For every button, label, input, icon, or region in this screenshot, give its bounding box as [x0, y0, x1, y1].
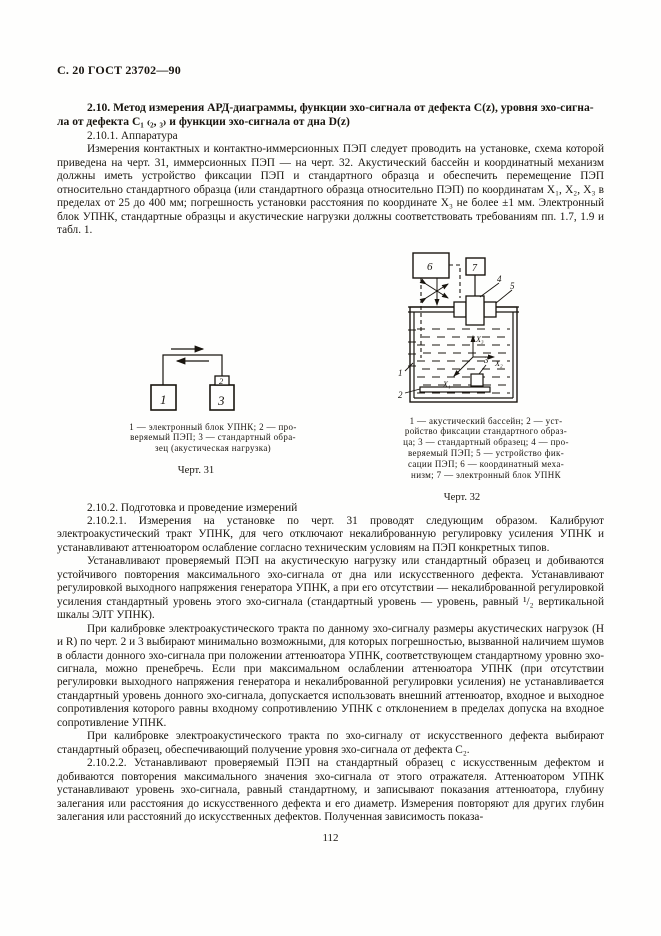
page-number: 112 — [322, 832, 339, 845]
coordinate-axes-star — [426, 277, 448, 305]
figure32-label-6: 6 — [426, 260, 432, 273]
figure-31-svg — [131, 338, 266, 416]
figure-32-caption-line: ройство фиксации стандартного образ- — [404, 426, 568, 437]
paragraph-apparatus: Измерения контактных и контактно-иммерсионных ПЭП следует проводить на установке, схема которой приведена на черт. 31, иммерсионных ПЭП — на черт. 32. Акустический бассейн и координатный механизм должны иметь устройство фиксации ПЭП и стандартного образца и обеспечить перемещение ПЭП относительно стандартного образца (или стандартного образца относительно ПЭП) по координатам X₁, X₂, X₃ в пределах от 25 до 400 мм; погрешность установки расстояния по координате X₃ не более ±1 мм. Электронный блок УПНК, стандартные образцы и акустические нагрузки должны соответствовать требованиям пп. 1.7, 1.9 и табл. 1. — [57, 143, 604, 237]
figure-31-caption-line: веряемый ПЭП; 3 — стандартный обра- — [130, 432, 296, 443]
section-heading-line1: 2.10. Метод измерения АРД-диаграммы, функции эхо-сигнала от дефекта С(z), уровня эхо-сигна- — [87, 101, 594, 114]
figure-32-diagram — [377, 250, 549, 412]
doc-header: С. 20 ГОСТ 23702—90 — [57, 63, 181, 77]
figure-32-caption — [377, 416, 595, 481]
figure-32-caption-line: ца; 3 — стандартный образец; 4 — про- — [403, 437, 569, 448]
figure-31-caption — [102, 422, 324, 455]
paragraph-2-10-2-1: 2.10.2.1. Измерения на установке по черт. 31 проводят следующим образом. Калибруют электроакустический тракт УПНК, для чего отключают некалиброванную регулировку усиления УПНК и устанавливают аттенюатором ослабление согласно техническим условиям на ПЭП конкретных типов. — [57, 515, 604, 554]
probe-holder-block — [466, 296, 484, 325]
figure-32-caption-line: сации ПЭП; 6 — координатный меха- — [407, 459, 565, 470]
figures-row — [57, 250, 604, 502]
figure-32-svg — [396, 250, 531, 412]
figure32-label-2: 2 — [397, 389, 402, 400]
figure-32-caption-line: 1 — акустический бассейн; 2 — уст- — [409, 415, 563, 426]
leader-5 — [496, 290, 512, 303]
figure-31-caption-line: 1 — электронный блок УПНК; 2 — про- — [129, 421, 297, 432]
figure-32-caption-line: веряемый ПЭП; 5 — устройство фик- — [407, 448, 565, 459]
carriage-left-block — [454, 302, 466, 317]
figure32-label-1: 1 — [397, 367, 402, 378]
leader-4 — [480, 283, 499, 297]
cable-line — [163, 355, 222, 385]
paragraph-standard-level: Устанавливают проверяемый ПЭП на акустическую нагрузку или стандартный образец и добиваются устойчивого повторения максимального эхо-сигнала от дна или искусственного дефекта. Устанавливают регулировкой выходного напряжения генератора УПНК, а при его отсутствии — некалиброванной регулировкой усиления стандартный уровень этого эхо-сигнала (стандартный уровень — уровень, равный ¹/₂ вертикальной шкалы ЭЛТ УПНК). — [57, 555, 604, 622]
figure32-label-4: 4 — [496, 273, 501, 284]
paragraph-2-10-2-2: 2.10.2.2. Устанавливают проверяемый ПЭП на стандартный образец с искусственным дефектом и добиваются повторения максимального значения эхо-сигнала от этого отражателя. Аттенюатором УПНК устанавливают уровень эхо-сигнала, равный стандартному, и записывают показания аттенюатора, глубину залегания или расстояния до искусственного дефекта и его диаметр. Измерения повторяют для других глубин залегания или расстояний до искусственных дефектов. Полученная зависимость показа- — [57, 757, 604, 823]
figure32-label-7: 7 — [471, 262, 477, 274]
figure31-label-3: 3 — [217, 392, 224, 408]
figure31-label-1: 1 — [159, 391, 166, 407]
specimen-platform — [420, 387, 490, 392]
figure-32-caption-line: низм; 7 — электронный блок УПНК — [411, 470, 561, 481]
subsection-title-apparatus: 2.10.1. Аппаратура — [87, 130, 178, 142]
leader-2 — [405, 389, 420, 393]
figure-31 — [102, 338, 324, 477]
specimen-block — [471, 374, 483, 386]
section-heading-line2: ла от дефекта С₁ ₍₂, ₃₎ и функции эхо-сигнала от дна D(z) — [57, 115, 350, 128]
paragraph-calibration: При калибровке электроакустического тракта по данному эхо-сигналу размеры акустических нагрузок (H и R) по черт. 2 и 3 выбирают минимально возможными, для которых погрешностью, вызванной наличием шумов в области донного эхо-сигнала при положении аттенюатора УПНК, соответствующем стандартному уровню эхо-сигнала, можно пренебречь. Если при максимальном ослаблении аттенюатора УПНК (при отсутствии регулировки выходного напряжения генератора и некалиброванной регулировки усиления) не устанавливается стандартный уровень донного эхо-сигнала, допускается использовать внешний аттенюатор, входное и выходное сопротивления которого равны входному сопротивлению УПНК с отклонением в пределах допуска на входное сопротивление УПНК. — [57, 622, 604, 729]
figure-31-caption-line: зец (акустическая нагрузка) — [154, 443, 272, 454]
leader-3 — [479, 365, 486, 374]
leader-1 — [405, 363, 413, 371]
figure32-label-5: 5 — [509, 280, 514, 291]
dashed-link-6-to-carriage — [449, 265, 460, 298]
section-heading — [57, 101, 604, 129]
paragraph-defect-level: При калибровке электроакустического тракта по эхо-сигналу от искусственного дефекта выбирают стандартный образец, обеспечивающий получение уровня эхо-сигнала от дефекта С₂. — [57, 730, 604, 756]
figure31-label-2: 2 — [218, 375, 223, 386]
figure-32 — [377, 250, 595, 503]
figure-31-diagram — [102, 338, 294, 416]
axis-x1-label: X₁ — [442, 379, 451, 389]
figure32-label-3: 3 — [483, 354, 488, 365]
figure-32-number: Черт. 32 — [443, 492, 481, 504]
axis-x2-label: X₂ — [494, 358, 503, 368]
axis-x3-label: X₃ — [475, 334, 484, 344]
probe-clamp-block — [484, 302, 496, 317]
figure-31-number: Черт. 31 — [177, 465, 215, 477]
subsection-title-measurements: 2.10.2. Подготовка и проведение измерений — [87, 501, 298, 514]
